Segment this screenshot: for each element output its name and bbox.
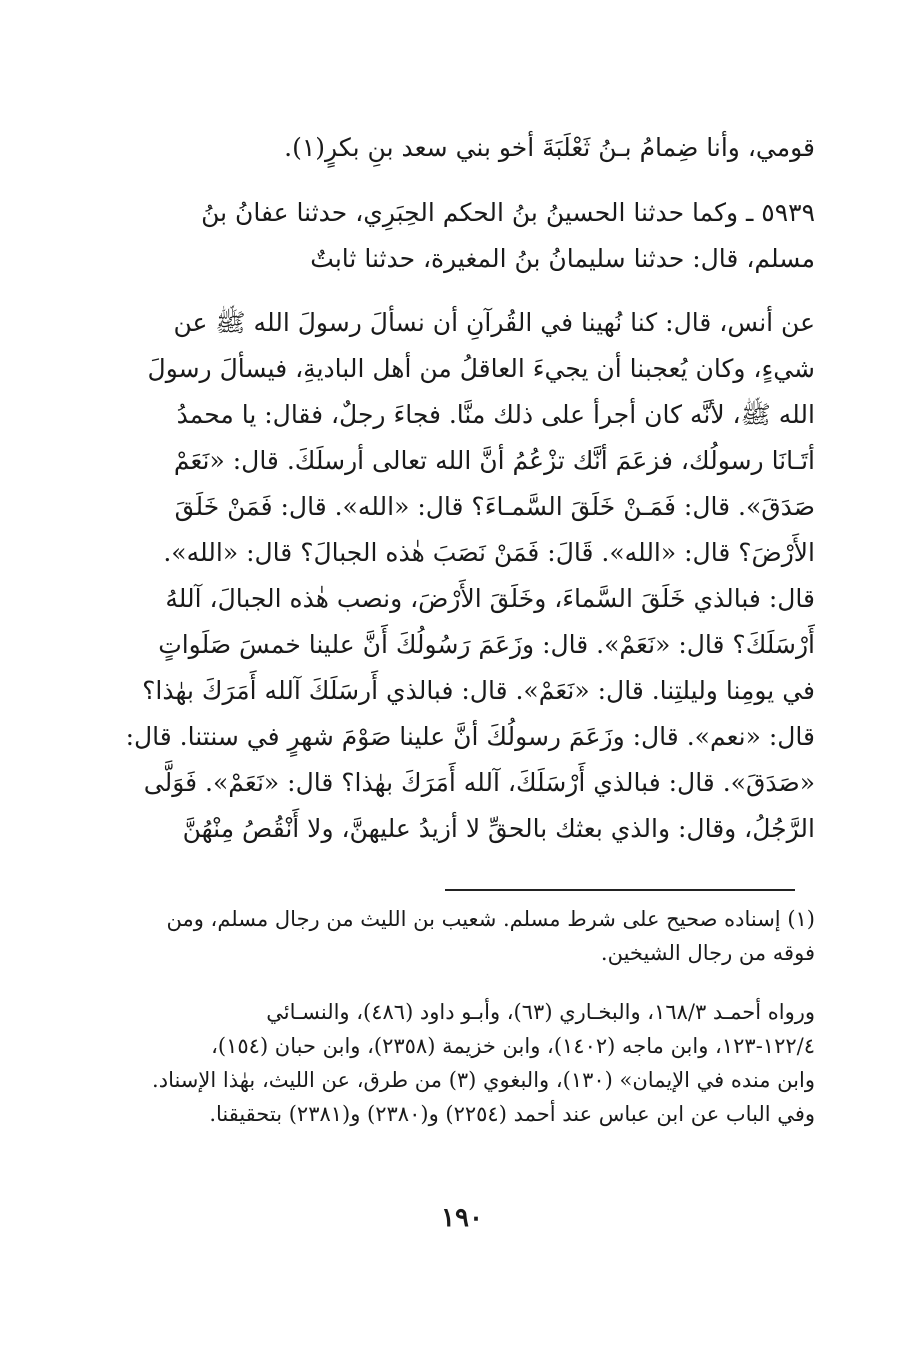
text-line: أتَـانَا رسولُك، فزعَمَ أنَّك تزْعُمُ أنَّ الله تعالى أرسلَكَ. قال: «نَعَمْ [173,446,815,475]
text-line: مسلم، قال: حدثنا سليمانُ بنُ المغيرة، حدثنا ثابتٌ [310,244,815,273]
footnote-line: (١) إسناده صحيح على شرط مسلم. شعيب بن الليث من رجال مسلم، ومن [166,907,815,931]
footnote-line: فوقه من رجال الشيخين. [600,941,815,965]
text-line: الله ﷺ، لأنَّه كان أجرأ على ذلك منَّا. فجاءَ رجلٌ، فقال: يا محمدُ [176,400,815,429]
page-number: ١٩٠ [441,1203,483,1233]
text-line: عن أنس، قال: كنا نُهينا في القُرآنِ أن نسألَ رسولَ الله ﷺ عن [173,308,815,337]
text-line: صَدَقَ». قال: فَمَـنْ خَلَقَ السَّمـاءَ؟ قال: «الله». قال: فَمَنْ خَلَقَ [174,492,815,521]
footnote-divider [445,889,795,891]
footnote-line: ورواه أحمـد ١٦٨/٣، والبخـاري (٦٣)، وأبـو داود (٤٨٦)، والنسـائي [266,1000,815,1024]
footnote-line: وفي الباب عن ابن عباس عند أحمد (٢٢٥٤) و(٢٣٨٠) و(٢٣٨١) بتحقيقنا. [209,1102,815,1126]
hadith-matn-paragraph [95,300,815,852]
text-line: قال: «نعم». قال: وزَعَمَ رسولُكَ أنَّ علينا صَوْمَ شهرٍ في سنتنا. قال: [125,722,815,751]
text-line: شيءٍ، وكان يُعجبنا أن يجيءَ العاقلُ من أهل الباديةِ، فيسألَ رسولَ [147,354,815,383]
text-line: «صَدَقَ». قال: فبالذي أَرْسَلَكَ، آلله أَمَرَكَ بهٰذا؟ قال: «نَعَمْ». فَوَلَّى [143,768,815,797]
text-line: أَرْسَلَكَ؟ قال: «نَعَمْ». قال: وزَعَمَ رَسُولُكَ أَنَّ علينا خمسَ صَلَواتٍ [158,630,815,659]
footnote-line: وابن منده في الإيمان» (١٣٠)، والبغوي (٣) من طرق، عن الليث، بهٰذا الإسناد. [152,1068,815,1092]
text-line: في يومِنا وليلتِنا. قال: «نَعَمْ». قال: فبالذي أَرسَلَكَ آلله أَمَرَكَ بهٰذا؟ [142,676,815,705]
footnote-2 [95,995,815,1131]
text-line: قال: فبالذي خَلَقَ السَّماءَ، وخَلَقَ الأَرْضَ، ونصب هٰذه الجبالَ، آللهُ [165,584,815,613]
footnote-line: ١٢٢/٤-١٢٣، وابن ماجه (١٤٠٢)، وابن خزيمة (٢٣٥٨)، وابن حبان (١٥٤)، [211,1034,815,1058]
text-line: الرَّجُلُ، وقال: والذي بعثك بالحقِّ لا أزيدُ عليهنَّ، ولا أَنْقُصُ مِنْهُنَّ [182,814,815,843]
opening-paragraph [95,125,815,171]
text-line: ٥٩٣٩ ـ وكما حدثنا الحسينُ بنُ الحكم الحِبَرِي، حدثنا عفانُ بنُ [201,198,815,227]
text-line: قومي، وأنا ضِمامُ بـنُ ثَعْلَبَةَ أخو بني سعد بنِ بكرٍ(١). [284,133,815,162]
text-line: الأَرْضَ؟ قال: «الله». قَالَ: فَمَنْ نَصَبَ هٰذه الجبالَ؟ قال: «الله». [163,538,815,567]
hadith-isnad-paragraph [95,190,815,282]
footnote-1 [95,902,815,970]
